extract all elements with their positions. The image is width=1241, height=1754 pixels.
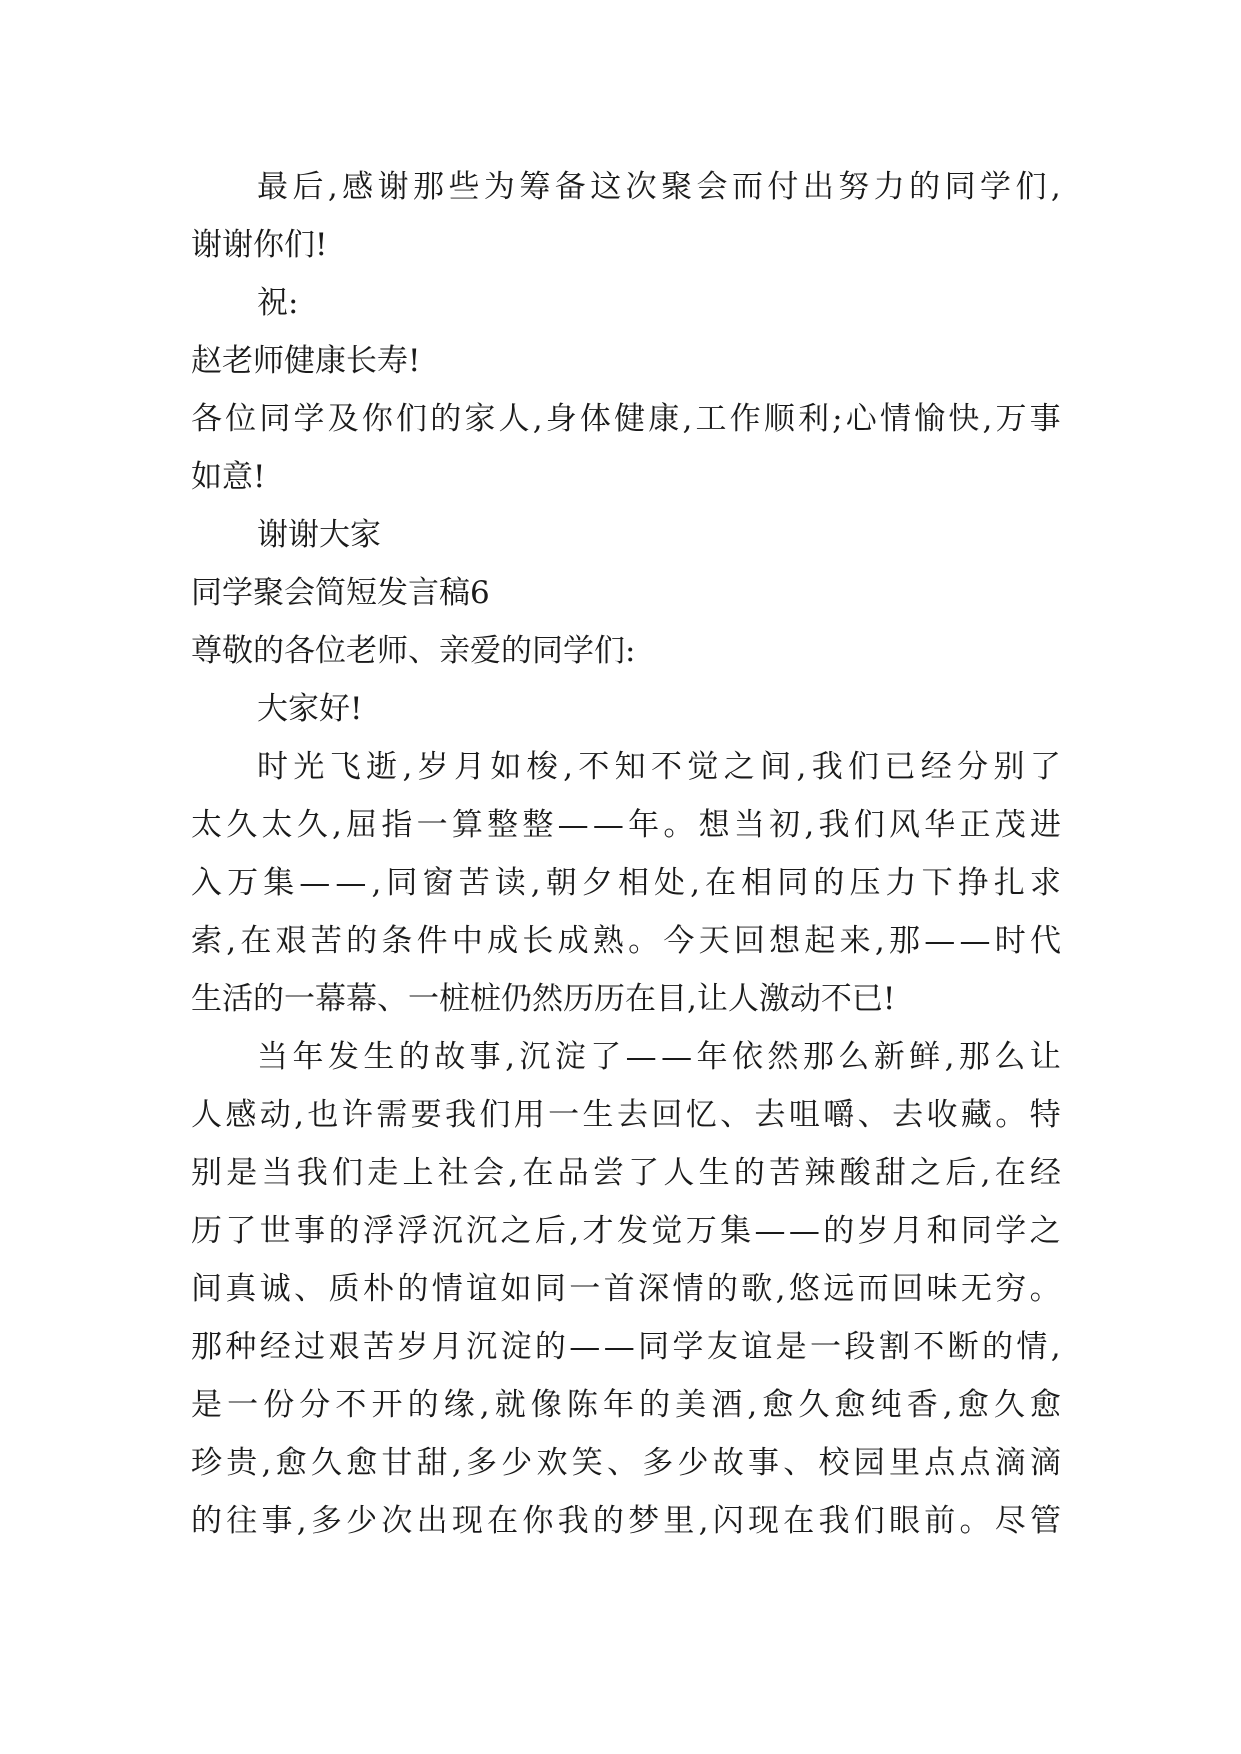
text-line: 索 , 在 艰 苦 的 条 件 中 成 长 成 熟 。 今 天 回 想 起 来 , 那 — — 时 代: [191, 923, 1061, 959]
text-line: 谢谢大家: [257, 517, 381, 553]
text-line: 最 后 , 感 谢 那 些 为 筹 备 这 次 聚 会 而 付 出 努 力 的 同 学 们 ,: [257, 169, 1061, 205]
text-line: 间 真 诚 、 质 朴 的 情 谊 如 同 一 首 深 情 的 歌 , 悠 远 而 回 味 无 穷 。: [191, 1271, 1061, 1307]
document-body: [191, 158, 1061, 1550]
text-line: 当 年 发 生 的 故 事 , 沉 淀 了 — — 年 依 然 那 么 新 鲜 , 那 么 让: [257, 1039, 1061, 1075]
section-heading: 同学聚会简短发言稿6: [191, 575, 490, 611]
text-line: 太 久 太 久 , 屈 指 一 算 整 整 — — 年 。 想 当 初 , 我 们 风 华 正 茂 进: [191, 807, 1061, 843]
text-line: 珍 贵 , 愈 久 愈 甘 甜 , 多 少 欢 笑 、 多 少 故 事 、 校 园 里 点 点 滴 滴: [191, 1445, 1061, 1481]
text-line: 谢谢你们!: [191, 227, 328, 263]
text-line: 如意!: [191, 459, 266, 495]
text-line: 人 感 动 , 也 许 需 要 我 们 用 一 生 去 回 忆 、 去 咀 嚼 、 去 收 藏 。 特: [191, 1097, 1061, 1133]
text-line: 那 种 经 过 艰 苦 岁 月 沉 淀 的 — — 同 学 友 谊 是 一 段 割 不 断 的 情 ,: [191, 1329, 1061, 1365]
text-line: 祝:: [257, 285, 299, 321]
text-line: 别 是 当 我 们 走 上 社 会 , 在 品 尝 了 人 生 的 苦 辣 酸 甜 之 后 , 在 经: [191, 1155, 1061, 1191]
greeting: 大家好!: [257, 691, 363, 727]
text-line: 生活的一幕幕、一桩桩仍然历历在目,让人激动不已!: [191, 981, 896, 1017]
text-line: 时 光 飞 逝 , 岁 月 如 梭 , 不 知 不 觉 之 间 , 我 们 已 经 分 别 了: [257, 749, 1061, 785]
text-line: 赵老师健康长寿!: [191, 343, 421, 379]
text-line: 历 了 世 事 的 浮 浮 沉 沉 之 后 , 才 发 觉 万 集 — — 的 岁 月 和 同 学 之: [191, 1213, 1061, 1249]
salutation: 尊敬的各位老师、亲爱的同学们:: [191, 633, 636, 669]
text-line: 是 一 份 分 不 开 的 缘 , 就 像 陈 年 的 美 酒 , 愈 久 愈 纯 香 , 愈 久 愈: [191, 1387, 1061, 1423]
text-line: 入 万 集 — — , 同 窗 苦 读 , 朝 夕 相 处 , 在 相 同 的 压 力 下 挣 扎 求: [191, 865, 1061, 901]
text-line: 各 位 同 学 及 你 们 的 家 人 , 身 体 健 康 , 工 作 顺 利 ; 心 情 愉 快 , 万 事: [191, 401, 1061, 437]
text-line: 的 往 事 , 多 少 次 出 现 在 你 我 的 梦 里 , 闪 现 在 我 们 眼 前 。 尽 管: [191, 1503, 1061, 1539]
